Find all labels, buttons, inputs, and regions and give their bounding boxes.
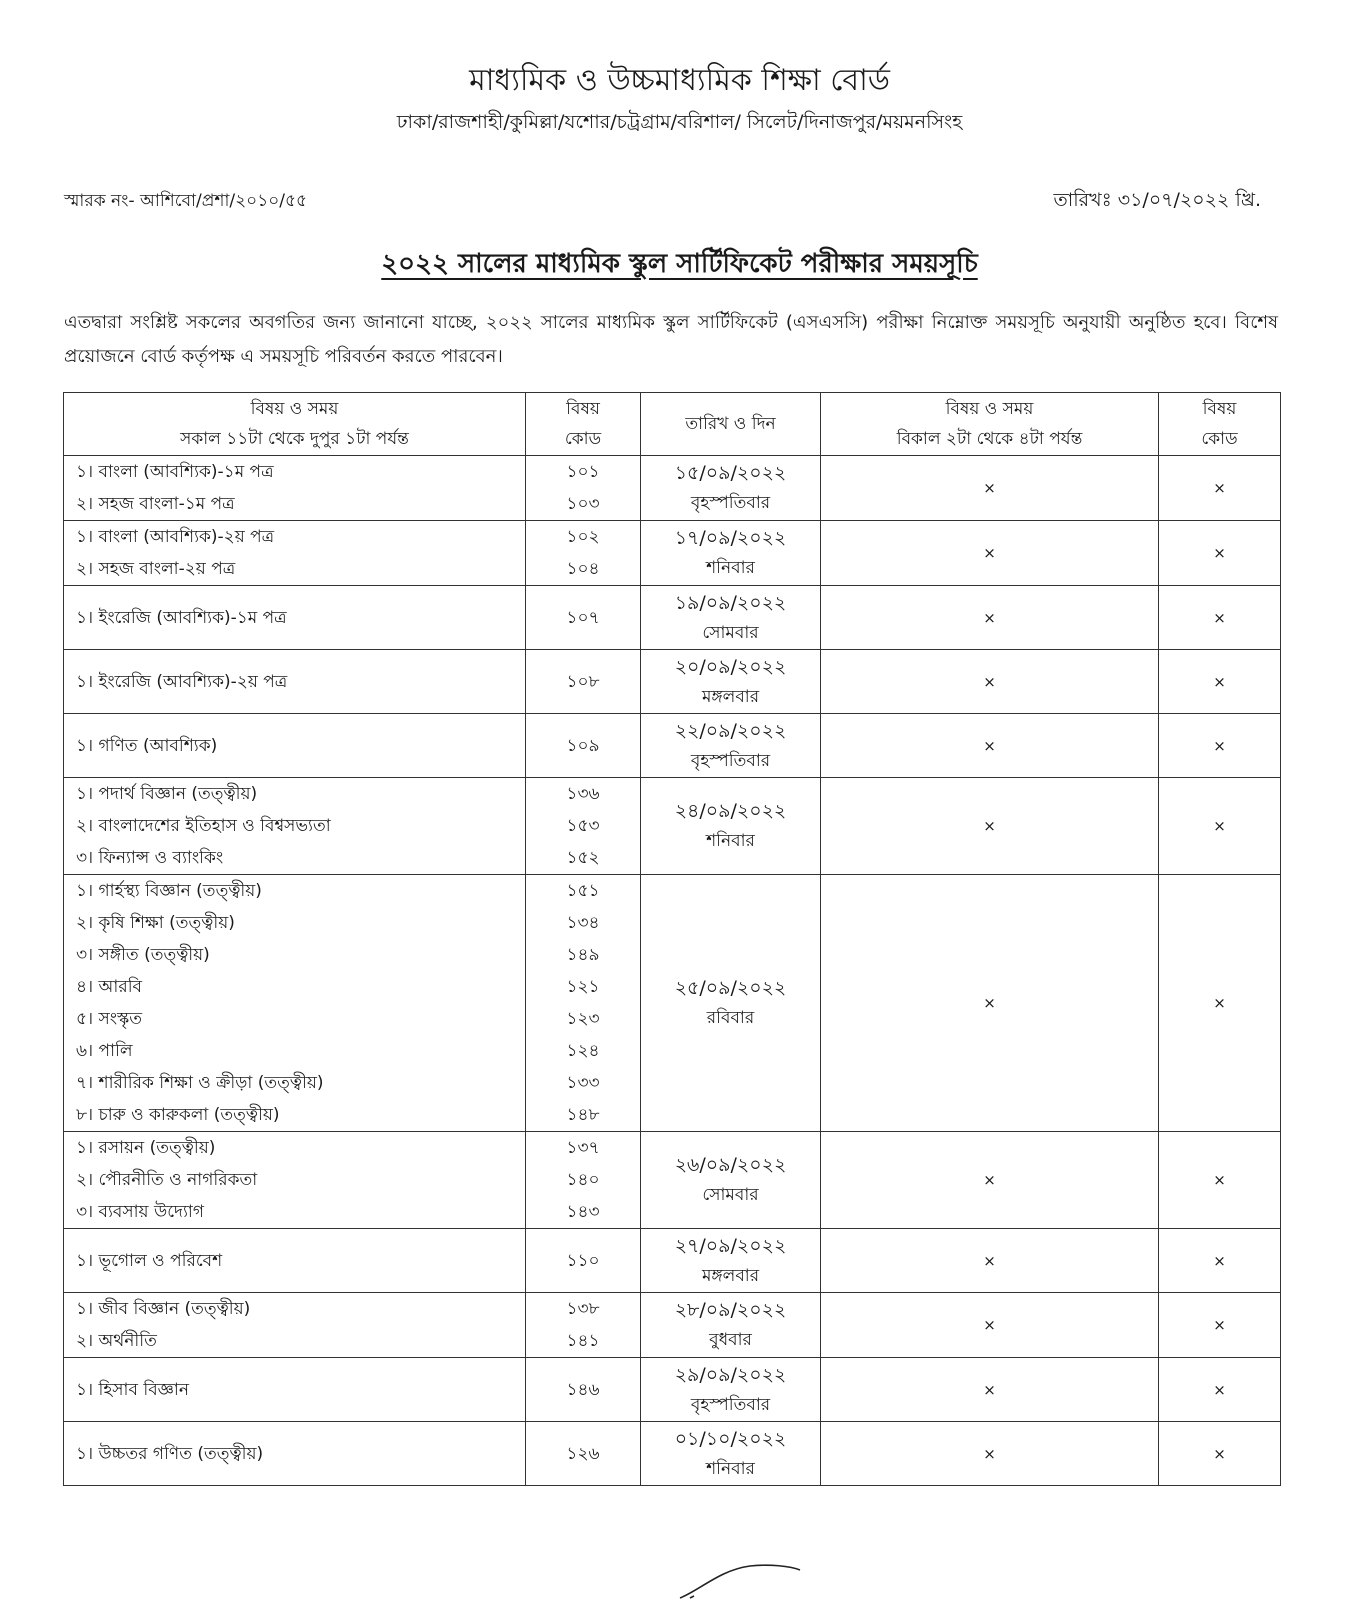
table-row [64,650,1281,714]
subject-name: ৩। ব্যবসায় উদ্যোগ [76,1202,204,1222]
exam-day: রবিবার [706,1008,755,1028]
subject-code: ১৪৩ [566,1202,600,1222]
subject-code: ১৩৬ [566,784,600,804]
exam-day: শনিবার [706,1458,755,1479]
date-day-cell [641,778,821,875]
subject-code: ১৩৪ [566,913,600,933]
afternoon-subject-cell: × [821,875,1159,1132]
date-day-cell [641,875,821,1132]
afternoon-code-cell: × [1159,650,1281,714]
table-row [64,714,1281,778]
subject-name: ১। হিসাব বিজ্ঞান [76,1379,190,1400]
subject-name: ১। ইংরেজি (আবশ্যিক)-১ম পত্র [76,607,287,628]
table-row [64,456,1281,521]
date-day-cell [641,1293,821,1358]
exam-day: বুধবার [709,1330,752,1350]
exam-date: ২০/০৯/২০২২ [674,655,787,678]
subject-code: ১২৪ [566,1041,600,1061]
afternoon-code-cell: × [1159,456,1281,521]
exam-date: ২৫/০৯/২০২২ [674,977,787,999]
subject-code: ১৪৯ [566,945,600,965]
morning-subject-cell [64,650,526,714]
subject-code: ১০২ [566,527,600,547]
subject-name: ১। পদার্থ বিজ্ঞান (তত্ত্বীয়) [76,784,258,804]
subject-code: ১০৭ [566,607,600,628]
afternoon-subject-cell: × [821,650,1159,714]
date-day-cell [641,1229,821,1293]
header-afternoon-code-line2: কোড [1201,429,1238,449]
morning-subject-cell [64,1132,526,1229]
exam-date: ২৪/০৯/২০২২ [674,800,787,822]
subject-code: ১২৩ [566,1009,600,1029]
subject-name: ৬। পালি [76,1041,133,1061]
subject-name: ১। গণিত (আবশ্যিক) [76,735,218,756]
date-day-cell [641,456,821,521]
subject-code: ১২১ [566,977,600,997]
table-row [64,1358,1281,1422]
subject-name: ৫। সংস্কৃত [76,1009,143,1029]
table-row [64,1422,1281,1486]
subject-code: ১৩৭ [566,1138,600,1158]
morning-subject-cell [64,586,526,650]
afternoon-code-cell: × [1159,778,1281,875]
header-subject-code-line2: কোড [564,429,602,449]
exam-date: ০১/১০/২০২২ [674,1427,787,1450]
table-row [64,586,1281,650]
afternoon-subject-cell: × [821,1293,1159,1358]
morning-subject-cell [64,456,526,521]
afternoon-code-cell: × [1159,1229,1281,1293]
table-row [64,1132,1281,1229]
subject-name: ১। বাংলা (আবশ্যিক)-২য় পত্র [76,527,275,547]
exam-day: সোমবার [702,622,759,643]
exam-title-text: ২০২২ সালের মাধ্যমিক স্কুল সার্টিফিকেট পরীক্ষার সময়সূচি [381,249,978,279]
afternoon-code-cell: × [1159,586,1281,650]
subject-name: ১। ভূগোল ও পরিবেশ [76,1250,223,1271]
subject-name: ১। উচ্চতর গণিত (তত্ত্বীয়) [76,1443,264,1464]
afternoon-subject-cell: × [821,1422,1159,1486]
subject-code-cell [526,714,641,778]
table-row [64,1229,1281,1293]
subject-code-cell [526,456,641,521]
subject-code-cell [526,650,641,714]
exam-day: বৃহস্পতিবার [690,750,771,771]
subject-code-cell [526,1422,641,1486]
subject-code: ১০৯ [566,735,600,756]
afternoon-code-cell: × [1159,1422,1281,1486]
date-day-cell [641,521,821,586]
exam-date: ২৯/০৯/২০২২ [674,1363,787,1386]
subject-name: ৮। চারু ও কারুকলা (তত্ত্বীয়) [76,1105,280,1125]
subject-name: ১। ইংরেজি (আবশ্যিক)-২য় পত্র [76,671,288,692]
morning-subject-cell [64,1229,526,1293]
subject-name: ১। গার্হস্থ্য বিজ্ঞান (তত্ত্বীয়) [76,881,262,901]
afternoon-subject-cell: × [821,778,1159,875]
subject-code: ১৪৮ [566,1105,600,1125]
exam-day: মঙ্গলবার [701,1265,760,1286]
signature-mark [660,1560,820,1600]
afternoon-code-cell: × [1159,521,1281,586]
afternoon-code-cell: × [1159,875,1281,1132]
exam-date: ২৮/০৯/২০২২ [674,1299,787,1321]
exam-schedule-table [63,392,1281,1486]
subject-code-cell [526,1229,641,1293]
exam-date: ১৯/০৯/২০২২ [674,591,787,614]
subject-code: ১৩৮ [566,1299,600,1319]
exam-date: ২২/০৯/২০২২ [674,719,787,742]
morning-subject-cell [64,1422,526,1486]
subject-code-cell [526,586,641,650]
subject-name: ৭। শারীরিক শিক্ষা ও ক্রীড়া (তত্ত্বীয়) [76,1073,324,1093]
table-row [64,778,1281,875]
board-locations: ঢাকা/রাজশাহী/কুমিল্লা/যশোর/চট্রগ্রাম/বরিশাল/ সিলেট/দিনাজপুর/ময়মনসিংহ [396,111,963,133]
exam-day: শনিবার [706,831,755,851]
schedule-body [64,456,1281,1486]
exam-day: বৃহস্পতিবার [690,1394,771,1415]
exam-date: ১৭/০৯/২০২২ [674,527,787,549]
subject-code-cell [526,778,641,875]
subject-name: ৩। সঙ্গীত (তত্ত্বীয়) [76,945,210,965]
table-row [64,1293,1281,1358]
subject-code: ১৫৩ [566,816,600,836]
subject-code-cell [526,521,641,586]
date-day-cell [641,1422,821,1486]
exam-day: মঙ্গলবার [701,686,760,707]
exam-day: শনিবার [706,558,755,578]
header-subject-code-line1: বিষয় [566,399,600,419]
afternoon-subject-cell: × [821,456,1159,521]
morning-subject-cell [64,1358,526,1422]
subject-name: ১। জীব বিজ্ঞান (তত্ত্বীয়) [76,1299,251,1319]
header-afternoon-code-line1: বিষয় [1202,399,1237,419]
afternoon-code-cell: × [1159,1132,1281,1229]
subject-code-cell [526,1293,641,1358]
subject-code: ১২৬ [566,1443,600,1464]
subject-name: ২। অর্থনীতি [76,1331,157,1351]
afternoon-subject-cell: × [821,1358,1159,1422]
subject-code: ১৪৬ [566,1379,600,1400]
afternoon-code-cell: × [1159,1358,1281,1422]
table-row [64,521,1281,586]
subject-name: ২। কৃষি শিক্ষা (তত্ত্বীয়) [76,913,235,933]
exam-date: ২৭/০৯/২০২২ [674,1234,787,1257]
subject-code: ১৩৩ [566,1073,600,1093]
header-subject-code [526,393,641,456]
memo-number: স্মারক নং- আশিবো/প্রশা/২০১০/৫৫ [64,191,308,211]
afternoon-subject-cell: × [821,521,1159,586]
subject-code: ১০৮ [566,671,600,692]
subject-code: ১৪০ [566,1170,600,1190]
subject-code: ১৪১ [566,1331,600,1351]
subject-code: ১৫১ [566,881,600,901]
header-afternoon-subject-time: বিকাল ২টা থেকে ৪টা পর্যন্ত [896,429,1083,449]
exam-date: ১৫/০৯/২০২২ [674,462,787,484]
header-morning-subject-title: বিষয় ও সময় [250,399,339,419]
morning-subject-cell [64,778,526,875]
table-header-row [64,393,1281,456]
subject-code: ১০৪ [566,559,600,579]
subject-code-cell [526,875,641,1132]
subject-name: ২। পৌরনীতি ও নাগরিকতা [76,1170,258,1190]
exam-title [0,243,1359,287]
afternoon-subject-cell: × [821,714,1159,778]
subject-code-cell [526,1358,641,1422]
notice-paragraph: এতদ্বারা সংশ্লিষ্ট সকলের অবগতির জন্য জানানো যাচ্ছে, ২০২২ সালের মাধ্যমিক স্কুল সার্টিফিকেট (এসএসসি) পরীক্ষা নিম্নোক্ত সময়সূচি অনুযায়ী অনুষ্ঠিত হবে। বিশেষ প্রয়োজনে বোর্ড কর্তৃপক্ষ এ সময়সূচি পরিবর্তন করতে পারবেন। [64,312,1278,367]
header-afternoon-subject-title: বিষয় ও সময় [945,399,1034,419]
afternoon-code-cell: × [1159,1293,1281,1358]
subject-name: ১। রসায়ন (তত্ত্বীয়) [76,1138,216,1158]
subject-code-cell [526,1132,641,1229]
afternoon-subject-cell: × [821,1229,1159,1293]
subject-code: ১০৩ [566,494,600,514]
header-morning-subject-time: সকাল ১১টা থেকে দুপুর ১টা পর্যন্ত [180,429,409,449]
date-day-cell [641,1358,821,1422]
subject-code: ১০১ [566,462,600,482]
date-day-cell [641,1132,821,1229]
subject-name: ৪। আরবি [76,977,143,997]
exam-day: সোমবার [702,1185,759,1205]
afternoon-subject-cell: × [821,586,1159,650]
subject-name: ১। বাংলা (আবশ্যিক)-১ম পত্র [76,462,274,482]
header-afternoon-subject [821,393,1159,456]
subject-code: ১৫২ [566,848,600,868]
exam-day: বৃহস্পতিবার [690,493,771,513]
subject-name: ২। সহজ বাংলা-১ম পত্র [76,494,235,514]
afternoon-code-cell: × [1159,714,1281,778]
subject-name: ৩। ফিন্যান্স ও ব্যাংকিং [76,848,224,868]
subject-code: ১১০ [566,1250,600,1271]
morning-subject-cell [64,1293,526,1358]
issue-date: তারিখঃ ৩১/০৭/২০২২ খ্রি. [1053,189,1261,211]
date-day-cell [641,650,821,714]
header-morning-subject [64,393,526,456]
morning-subject-cell [64,714,526,778]
subject-name: ২। বাংলাদেশের ইতিহাস ও বিশ্বসভ্যতা [76,816,331,836]
board-name: মাধ্যমিক ও উচ্চমাধ্যমিক শিক্ষা বোর্ড [469,63,890,98]
exam-date: ২৬/০৯/২০২২ [674,1154,787,1176]
morning-subject-cell [64,521,526,586]
header-date-day: তারিখ ও দিন [641,393,821,456]
subject-name: ২। সহজ বাংলা-২য় পত্র [76,559,236,579]
date-day-cell [641,714,821,778]
header-afternoon-code [1159,393,1281,456]
date-day-cell [641,586,821,650]
afternoon-subject-cell: × [821,1132,1159,1229]
table-row [64,875,1281,1132]
morning-subject-cell [64,875,526,1132]
